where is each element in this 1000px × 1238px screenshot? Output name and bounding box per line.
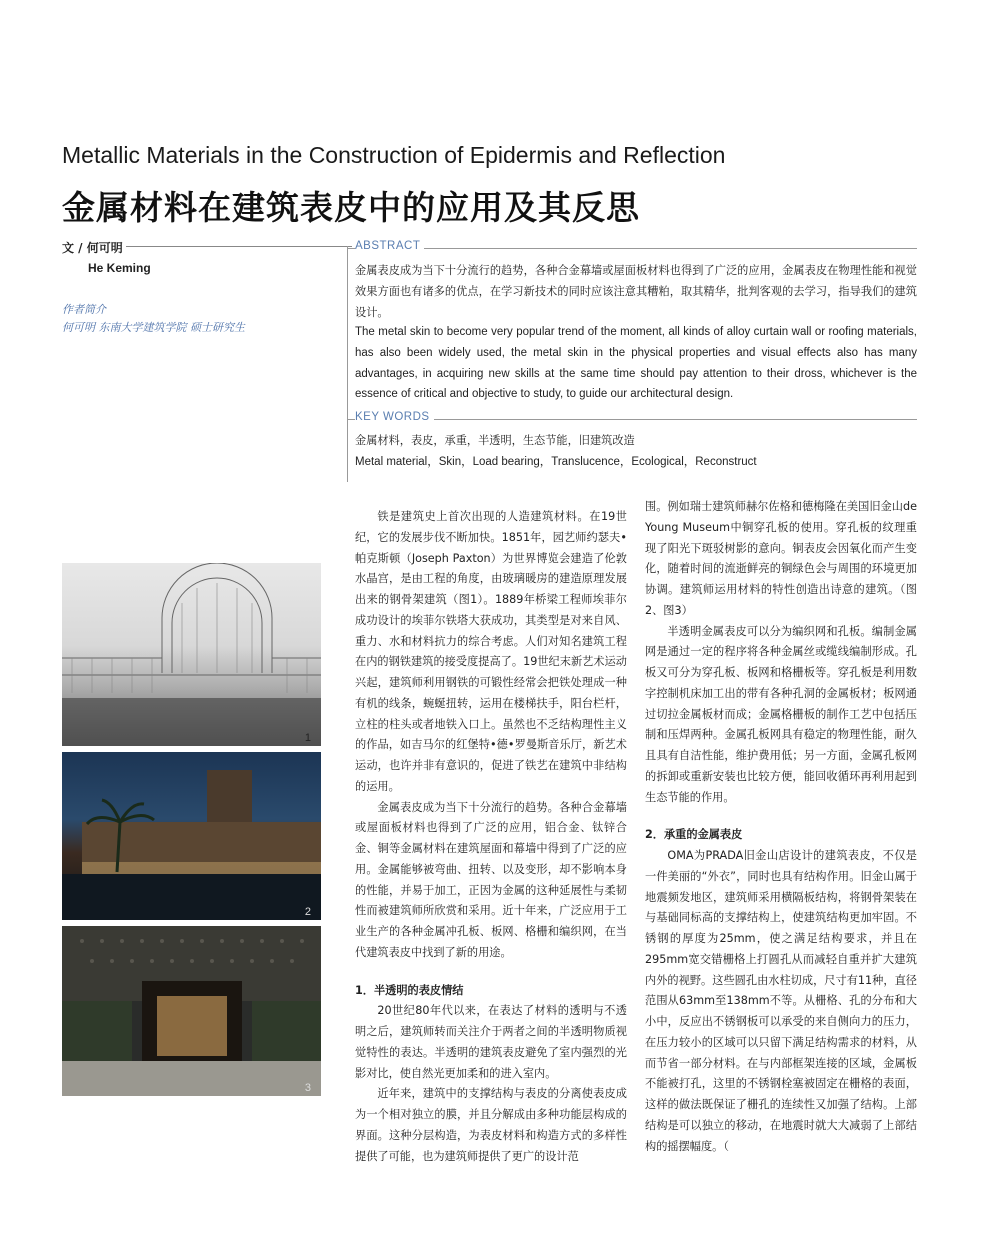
abstract-rule [347, 248, 917, 249]
keywords-chinese: 金属材料，表皮，承重，半透明，生态节能，旧建筑改造 [355, 434, 635, 447]
author-bio-heading: 作者简介 [62, 303, 106, 316]
body-column-right [645, 497, 917, 1157]
title-english: Metallic Materials in the Construction of Epidermis and Reflection [62, 142, 726, 168]
perforated-facade-illustration [62, 926, 321, 1096]
section-heading: 1．半透明的表皮情结 [355, 983, 464, 997]
museum-exterior-illustration [62, 752, 321, 920]
abstract-english: The metal skin to become very popular trend of the moment, all kinds of alloy curtain wall or roofing materials, has also been widely used, the metal skin in the physical properties and visual effects also has many advantages, in acquiring new skills at the same time should pay attention to their dross, whichever is the essence of critical and objective to study, to guide our architectural design. [355, 326, 917, 401]
figure-number: 2 [304, 906, 311, 918]
body-paragraph: 近年来，建筑中的支撑结构与表皮的分离使表皮成为一个相对独立的膜，并且分解成由多种功能层构成的界面。这种分层构造，为表皮材料和构造方式的多样性提供了可能，也为建筑师提供了更广的设计范 [355, 1087, 627, 1163]
abstract-chinese: 金属表皮成为当下十分流行的趋势，各种合金幕墙或屋面板材料也得到了广泛的应用，金属表皮在物理性能和视觉效果方面也有诸多的优点，在学习新技术的同时应该注意其糟粕，取其精华，批判客观的去学习，指导我们的建筑设计。 [355, 264, 917, 319]
figure-3-perforated-copper-entrance-photo [62, 926, 321, 1096]
body-column-left [355, 507, 627, 1167]
author-bio-text: 何可明 东南大学建筑学院 硕士研究生 [62, 321, 245, 334]
figure-number: 3 [304, 1082, 311, 1094]
body-paragraph: 金属表皮成为当下十分流行的趋势。各种合金幕墙或屋面板材料也得到了广泛的应用，铝合金、钛锌合金、铜等金属材料在建筑屋面和幕墙中得到了广泛的应用。金属能够被弯曲、扭转、以及变形，却不影响本身的性能，并易于加工，正因为金属的这种延展性与柔韧性而被建筑师所欣赏和采用。近十年来，广泛应用于工业生产的各种金属冲孔板、板网、格栅和编织网，在当代建筑表皮中找到了新的用途。 [355, 800, 627, 959]
author-english: He Keming [88, 261, 151, 275]
author-divider [126, 246, 352, 247]
body-paragraph: 围。例如瑞士建筑师赫尔佐格和德梅隆在美国旧金山de Young Museum中铜穿孔板的使用。穿孔板的纹理重现了阳光下斑驳树影的意向。铜表皮会因氧化而产生变化，随着时间的流逝鲜亮的铜绿色会与周围的环境更加协调。建筑师运用材料的特性创造出诗意的建筑。（图2、图3） [645, 500, 917, 617]
figure-number: 1 [304, 732, 311, 744]
figure-2-de-young-museum-photo [62, 752, 321, 920]
body-paragraph: 铁是建筑史上首次出现的人造建筑材料。在19世纪，它的发展步伐不断加快。1851年，园艺师约瑟夫•帕克斯顿（Joseph Paxton）为世界博览会建造了伦敦水晶宫，是由工程的角度，由玻璃暖房的建造原理发展出来的钢骨架建筑（图1）。1889年桥梁工程师埃菲尔成功设计的埃菲尔铁塔大获成功，其类型是对来自风、重力、水和材料抗力的综合考虑。人们对知名建筑工程在内的钢铁建筑的接受度提高了。19世纪末新艺术运动兴起，建筑师利用钢铁的可锻性经常会把铁处理成一种有机的线条，蜿蜒扭转，运用在楼梯扶手，阳台栏杆，立柱的柱头或者地铁入口上。虽然也不乏结构理性主义的作品，如吉马尔的红堡特•德•罗曼斯音乐厅，新艺术运动，也许并非有意识的，促进了铁艺在建筑中非结构的运用。 [355, 510, 627, 793]
author-chinese: 文 / 何可明 [62, 241, 123, 255]
keywords-heading: KEY WORDS [355, 411, 434, 423]
body-paragraph: 20世纪80年代以来，在表达了材料的透明与不透明之后，建筑师转而关注介于两者之间的半透明物质视觉特性的表达。半透明的建筑表皮避免了室内强烈的光影对比，使自然光更加柔和的进入室内。 [355, 1004, 627, 1080]
section-heading: 2．承重的金属表皮 [645, 828, 743, 842]
figure-1-crystal-palace-photo [62, 563, 321, 746]
title-chinese: 金属材料在建筑表皮中的应用及其反思 [62, 188, 640, 227]
abstract-heading: ABSTRACT [355, 240, 424, 252]
keywords-english: Metal material，Skin，Load bearing，Translucence，Ecological，Reconstruct [355, 456, 757, 468]
vertical-divider [347, 246, 348, 482]
body-paragraph: 半透明金属表皮可以分为编织网和孔板。编制金属网是通过一定的程序将各种金属丝或缆线编制形成。孔板又可分为穿孔板、板网和格栅板等。穿孔板是利用数字控制机床加工出的带有各种孔洞的金属板材；板网通过切拉金属板材而成；金属格栅板的制作工艺中包括压制和压焊两种。金属孔板网具有稳定的物理性能，耐久且具有自洁性能，维护费用低；另一方面，金属孔板网的拆卸或重新安装也比较方便，能回收循环再利用起到生态节能的作用。 [645, 624, 917, 804]
body-paragraph: OMA为PRADA旧金山店设计的建筑表皮，不仅是一件美丽的“外衣”，同时也具有结构作用。旧金山属于地震频发地区，建筑师采用横隔板结构，将钢骨架装在与基础同标高的支撑结构上，使建筑结构更加牢固。不锈钢的厚度为25mm，使之满足结构要求，并且在295mm宽交错栅格上打圆孔从而减轻自重并扩大建筑内外的视野。这些圆孔由水柱切成，尺寸有11种，直径范围从63mm至138mm不等。从栅格、孔的分布和大小中，反应出不锈钢板可以承受的来自侧向力的压力，在压力较小的区域可以只留下满足结构需求的材料，从而节省一部分材料。在与内部框架连接的区域，金属板不能被打孔，这里的不锈钢栓塞被固定在栅格的表面，这样的做法既保证了栅孔的连续性又加强了结构。上部结构是可以独立的移动，在地震时就大大减弱了上部结构的摇摆幅度。（ [645, 849, 917, 1153]
crystal-palace-illustration [62, 563, 321, 746]
